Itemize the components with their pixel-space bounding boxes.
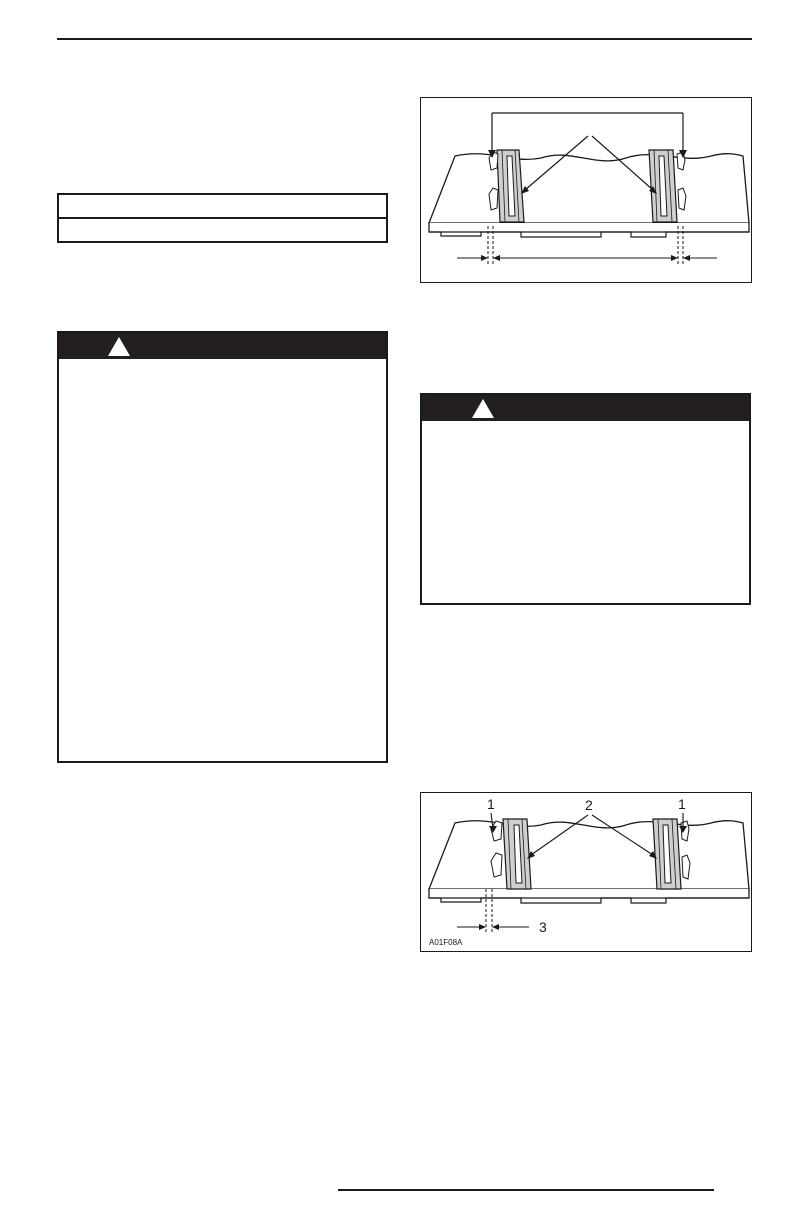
warning-box-right: [420, 393, 751, 605]
header-rule: [57, 38, 752, 40]
figure-rail-clips: [420, 792, 752, 952]
warning-triangle-icon: [107, 336, 131, 357]
rail-diagram: [421, 98, 750, 281]
spec-table-row: [59, 195, 386, 217]
spec-table: [57, 193, 388, 243]
warning-box-left: [57, 331, 388, 763]
rail-left: [497, 150, 524, 222]
rail-right: [653, 819, 681, 889]
warning-header: [422, 395, 749, 421]
figure-code: A01F08A: [429, 938, 463, 947]
footer-rule: [338, 1189, 714, 1191]
callout-3: 3: [539, 919, 547, 935]
rail-left: [503, 819, 531, 889]
figure-rail-alignment: [420, 97, 752, 283]
rail-clip-diagram: [421, 793, 750, 950]
rail-right: [649, 150, 677, 222]
callout-1-left: 1: [487, 796, 495, 812]
callout-1-right: 1: [678, 796, 686, 812]
spec-table-row: [59, 217, 386, 239]
callout-2: 2: [585, 797, 593, 813]
warning-triangle-icon: [471, 398, 495, 419]
warning-header: [59, 333, 386, 359]
